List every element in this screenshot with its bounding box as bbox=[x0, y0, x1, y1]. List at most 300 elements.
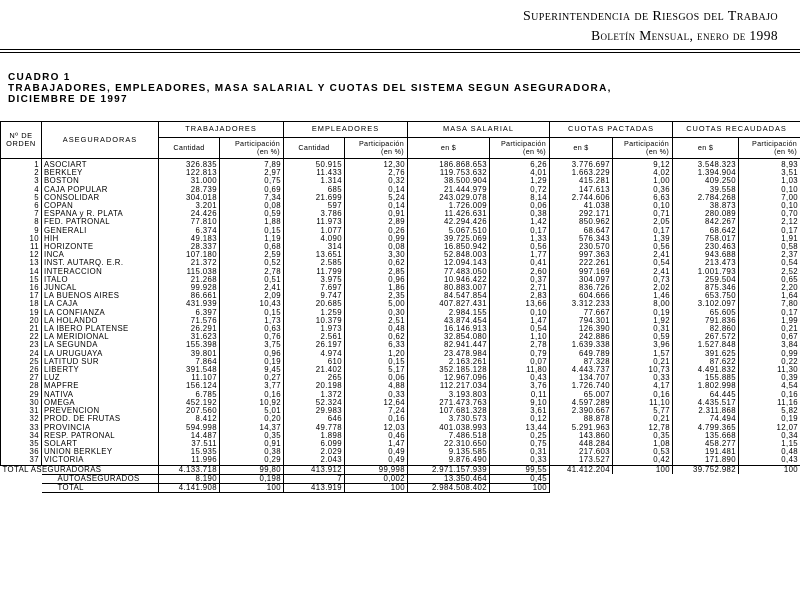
cell-orden: 29 bbox=[1, 391, 42, 399]
cell-orden: 24 bbox=[1, 350, 42, 358]
table-period: DICIEMBRE DE 1997 bbox=[8, 94, 128, 105]
cell-masa-salarial-pesos: 39.725.069 bbox=[408, 235, 490, 243]
cell-cuotas-recaudadas-participacion: 0,19 bbox=[739, 415, 800, 423]
cell-masa-salarial-pesos: 401.038.993 bbox=[408, 424, 490, 432]
cell-cuotas-recaudadas-participacion: 3,84 bbox=[739, 341, 800, 349]
cell-empleadores-participacion: 0,91 bbox=[345, 210, 408, 218]
cell-orden: 34 bbox=[1, 432, 42, 440]
cell-trabajadores-participacion: 99,80 bbox=[220, 465, 284, 474]
cell-masa-salarial-participacion: 1,77 bbox=[490, 251, 550, 259]
cell-cuotas-recaudadas-participacion: 0,48 bbox=[739, 448, 800, 456]
sub-trab-cantidad: Cantidad bbox=[159, 138, 220, 159]
cell-cuotas-recaudadas-pesos: 791.836 bbox=[673, 317, 739, 325]
cell-empleadores-cantidad: 597 bbox=[284, 202, 345, 210]
cell-trabajadores-cantidad: 156.124 bbox=[159, 382, 220, 390]
cell-aseguradora: LATITUD SUR bbox=[44, 357, 99, 366]
table-row bbox=[1, 177, 800, 185]
sub-trab-participacion: Participación (en %) bbox=[220, 138, 284, 159]
table-row bbox=[1, 391, 800, 399]
cell-aseguradora: SOLART bbox=[44, 439, 78, 448]
cell-masa-salarial-participacion: 0,33 bbox=[490, 456, 550, 465]
cell-orden: 1 bbox=[1, 159, 42, 170]
cell-cuotas-recaudadas-pesos: 38.873 bbox=[673, 202, 739, 210]
table-row bbox=[1, 202, 800, 210]
cell-empleadores-participacion: 0,46 bbox=[345, 432, 408, 440]
cell-aseguradora: VICTORIA bbox=[44, 456, 84, 465]
table-row bbox=[1, 432, 800, 440]
cell-empleadores-cantidad: 20.685 bbox=[284, 300, 345, 308]
cell-cuotas-pactadas-participacion: 0,16 bbox=[613, 391, 673, 399]
cell-cuotas-pactadas-pesos: 147.613 bbox=[550, 186, 613, 194]
cell-aseguradora: RESP. PATRONAL bbox=[44, 431, 116, 440]
cell-cuotas-pactadas-participacion: 1,92 bbox=[613, 317, 673, 325]
cell-masa-salarial-pesos: 2.984.508.402 bbox=[408, 483, 490, 492]
cell-cuotas-recaudadas-participacion: 0,10 bbox=[739, 202, 800, 210]
cell-aseguradora: LA URUGUAYA bbox=[44, 349, 103, 358]
cell-cuotas-recaudadas-pesos: 758.017 bbox=[673, 235, 739, 243]
cell-empleadores-participacion: 5,17 bbox=[345, 366, 408, 374]
col-cuotas-recaudadas: CUOTAS RECAUDADAS bbox=[673, 122, 800, 138]
cell-cuotas-pactadas-pesos: 222.261 bbox=[550, 259, 613, 267]
cell-aseguradora: OMEGA bbox=[44, 398, 76, 407]
cell-trabajadores-cantidad: 31.623 bbox=[159, 333, 220, 341]
cell-trabajadores-cantidad: 11.107 bbox=[159, 374, 220, 382]
cell-cuotas-recaudadas-pesos: 135.668 bbox=[673, 432, 739, 440]
cell-cuotas-recaudadas-pesos: 259.504 bbox=[673, 276, 739, 284]
cell-empleadores-cantidad: 2.585 bbox=[284, 259, 345, 267]
cell-cuotas-recaudadas-pesos: 3.102.097 bbox=[673, 300, 739, 308]
cell-cuotas-recaudadas-pesos: 653.750 bbox=[673, 292, 739, 300]
cell-blank bbox=[1, 474, 42, 483]
cell-aseguradora: LA BUENOS AIRES bbox=[44, 292, 120, 301]
cell-trabajadores-participacion: 0,38 bbox=[220, 448, 284, 456]
cell-cuotas-pactadas-participacion: 2,41 bbox=[613, 251, 673, 259]
cell-cuotas-recaudadas-pesos: 155.885 bbox=[673, 374, 739, 382]
cell-masa-salarial-participacion: 3,61 bbox=[490, 407, 550, 415]
cell-cuotas-recaudadas-participacion: 0,16 bbox=[739, 391, 800, 399]
cell-orden: 21 bbox=[1, 325, 42, 333]
cell-empleadores-participacion: 2,85 bbox=[345, 268, 408, 276]
cell-cuotas-pactadas-pesos: 1.663.229 bbox=[550, 169, 613, 177]
cell-masa-salarial-pesos: 43.874.454 bbox=[408, 317, 490, 325]
cell-aseguradora: LA HOLANDO bbox=[44, 316, 98, 325]
cell-empleadores-cantidad: 7 bbox=[284, 474, 345, 483]
cell-cuotas-pactadas-pesos: 1.726.740 bbox=[550, 382, 613, 390]
cell-cuotas-recaudadas-participacion: 0,65 bbox=[739, 276, 800, 284]
cell-empleadores-participacion: 1,47 bbox=[345, 440, 408, 448]
cell-orden: 8 bbox=[1, 218, 42, 226]
cell-empleadores-participacion: 0,32 bbox=[345, 177, 408, 185]
cell-masa-salarial-pesos: 16.146.913 bbox=[408, 325, 490, 333]
cell-orden: 35 bbox=[1, 440, 42, 448]
cell-cuotas-pactadas-pesos: 217.603 bbox=[550, 448, 613, 456]
cell-trabajadores-cantidad: 28.739 bbox=[159, 186, 220, 194]
cell-aseguradora: LA CONFIANZA bbox=[44, 308, 106, 317]
table-row bbox=[1, 268, 800, 276]
cell-cuotas-pactadas-pesos: 794.301 bbox=[550, 317, 613, 325]
cell-aseguradora: FED. PATRONAL bbox=[44, 218, 110, 227]
cell-cuotas-recaudadas-pesos: 2.784.268 bbox=[673, 194, 739, 202]
cell-empleadores-cantidad: 610 bbox=[284, 358, 345, 366]
cell-empleadores-cantidad: 2.561 bbox=[284, 333, 345, 341]
sub-rec-participacion: Participación (en %) bbox=[739, 138, 800, 159]
cell-cuotas-pactadas-participacion: 0,59 bbox=[613, 333, 673, 341]
cell-empleadores-cantidad: 49.778 bbox=[284, 424, 345, 432]
cell-empleadores-cantidad: 1.372 bbox=[284, 391, 345, 399]
cell-empleadores-participacion: 0,49 bbox=[345, 448, 408, 456]
cell-empleadores-participacion: 2,76 bbox=[345, 169, 408, 177]
cell-cuotas-pactadas-pesos: 997.169 bbox=[550, 268, 613, 276]
cell-empleadores-cantidad: 21.402 bbox=[284, 366, 345, 374]
cell-cuotas-recaudadas-pesos: 64.445 bbox=[673, 391, 739, 399]
cell-empleadores-cantidad: 314 bbox=[284, 243, 345, 251]
cell-masa-salarial-participacion: 1,10 bbox=[490, 333, 550, 341]
cell-masa-salarial-participacion: 2,83 bbox=[490, 292, 550, 300]
cell-trabajadores-participacion: 7,89 bbox=[220, 159, 284, 170]
cell-masa-salarial-participacion: 13,44 bbox=[490, 424, 550, 432]
table-row bbox=[1, 227, 800, 235]
table-title bbox=[8, 72, 612, 105]
cell-trabajadores-cantidad: 155.398 bbox=[159, 341, 220, 349]
cell-empleadores-cantidad: 10.379 bbox=[284, 317, 345, 325]
cell-masa-salarial-pesos: 2.971.157.939 bbox=[408, 465, 490, 474]
cell-cuotas-pactadas-pesos: 2.390.667 bbox=[550, 407, 613, 415]
cell-cuotas-recaudadas-pesos: 4.435.517 bbox=[673, 399, 739, 407]
cell-trabajadores-participacion: 0,96 bbox=[220, 350, 284, 358]
cell-cuotas-recaudadas-pesos: 213.473 bbox=[673, 259, 739, 267]
total-row-total bbox=[1, 483, 800, 492]
cell-masa-salarial-pesos: 119.753.632 bbox=[408, 169, 490, 177]
sub-masa-pesos: en $ bbox=[408, 138, 490, 159]
cell-trabajadores-cantidad: 21.268 bbox=[159, 276, 220, 284]
cell-empleadores-participacion: 0,33 bbox=[345, 391, 408, 399]
cell-empleadores-participacion: 0,96 bbox=[345, 276, 408, 284]
cell-cuotas-recaudadas-participacion: 11,16 bbox=[739, 399, 800, 407]
cell-cuotas-pactadas-pesos: 41.038 bbox=[550, 202, 613, 210]
cell-trabajadores-participacion: 2,09 bbox=[220, 292, 284, 300]
cell-cuotas-recaudadas-participacion: 0,10 bbox=[739, 186, 800, 194]
cell-cuotas-pactadas-pesos: 41.412.204 bbox=[550, 465, 613, 474]
cell-blank bbox=[1, 483, 42, 492]
cell-empleadores-cantidad: 4.090 bbox=[284, 235, 345, 243]
cell-masa-salarial-pesos: 407.827.431 bbox=[408, 300, 490, 308]
cell-aseguradora: NATIVA bbox=[44, 390, 74, 399]
cell-masa-salarial-pesos: 84.547.854 bbox=[408, 292, 490, 300]
table-row bbox=[1, 169, 800, 177]
cell-trabajadores-participacion: 1,73 bbox=[220, 317, 284, 325]
cell-cuotas-recaudadas-participacion: 1,99 bbox=[739, 317, 800, 325]
cell-cuotas-recaudadas-participacion: 2,20 bbox=[739, 284, 800, 292]
table-row bbox=[1, 456, 800, 465]
cell-masa-salarial-participacion: 1,29 bbox=[490, 177, 550, 185]
cell-cuotas-pactadas-pesos: 3.776.697 bbox=[550, 159, 613, 170]
cell-cuotas-pactadas-participacion: 12,78 bbox=[613, 424, 673, 432]
table-row bbox=[1, 218, 800, 226]
cell-empleadores-participacion: 2,51 bbox=[345, 317, 408, 325]
cell-trabajadores-cantidad: 6.397 bbox=[159, 309, 220, 317]
cell-trabajadores-participacion: 0,68 bbox=[220, 243, 284, 251]
cell-cuotas-pactadas-participacion: 2,41 bbox=[613, 268, 673, 276]
cell-trabajadores-participacion: 0,29 bbox=[220, 456, 284, 465]
cell-cuotas-recaudadas-participacion: 0,70 bbox=[739, 210, 800, 218]
cell-orden: 15 bbox=[1, 276, 42, 284]
cell-empleadores-cantidad: 1.314 bbox=[284, 177, 345, 185]
cell-trabajadores-cantidad: 31.000 bbox=[159, 177, 220, 185]
col-empleadores: EMPLEADORES bbox=[284, 122, 408, 138]
cell-cuotas-pactadas-participacion: 0,21 bbox=[613, 415, 673, 423]
cell-cuotas-pactadas-participacion: 5,77 bbox=[613, 407, 673, 415]
cell-trabajadores-participacion: 2,59 bbox=[220, 251, 284, 259]
cell-orden: 25 bbox=[1, 358, 42, 366]
cell-masa-salarial-participacion: 99,55 bbox=[490, 465, 550, 474]
cell-empleadores-participacion: 0,49 bbox=[345, 456, 408, 465]
cell-masa-salarial-pesos: 112.217.034 bbox=[408, 382, 490, 390]
cell-empleadores-participacion: 12,64 bbox=[345, 399, 408, 407]
cell-cuotas-pactadas-pesos: 4.597.289 bbox=[550, 399, 613, 407]
table-row bbox=[1, 358, 800, 366]
cell-cuotas-pactadas-pesos: 173.527 bbox=[550, 456, 613, 465]
cell-cuotas-recaudadas-participacion: 2,37 bbox=[739, 251, 800, 259]
cell-cuotas-pactadas-pesos: 134.707 bbox=[550, 374, 613, 382]
cell-masa-salarial-participacion: 0,11 bbox=[490, 391, 550, 399]
cell-orden: 37 bbox=[1, 456, 42, 465]
cell-masa-salarial-pesos: 3.193.803 bbox=[408, 391, 490, 399]
table-row bbox=[1, 399, 800, 407]
cell-trabajadores-participacion: 0,59 bbox=[220, 210, 284, 218]
cell-empleadores-cantidad: 413.919 bbox=[284, 483, 345, 492]
bulletin-title: Boletín Mensual, enero de 1998 bbox=[591, 28, 778, 43]
col-trabajadores: TRABAJADORES bbox=[159, 122, 284, 138]
cell-masa-salarial-pesos: 3.730.573 bbox=[408, 415, 490, 423]
cell-empleadores-participacion: 1,20 bbox=[345, 350, 408, 358]
cell-trabajadores-cantidad: 107.180 bbox=[159, 251, 220, 259]
cell-cuotas-pactadas-participacion: 8,00 bbox=[613, 300, 673, 308]
cell-aseguradora: JUNCAL bbox=[44, 284, 77, 293]
cell-aseguradora: INCA bbox=[44, 251, 65, 260]
cell-orden: 10 bbox=[1, 235, 42, 243]
cell-empleadores-participacion: 0,30 bbox=[345, 309, 408, 317]
table-row bbox=[1, 317, 800, 325]
table-row bbox=[1, 382, 800, 390]
cell-cuotas-recaudadas-pesos: 267.572 bbox=[673, 333, 739, 341]
cell-empleadores-cantidad: 13.651 bbox=[284, 251, 345, 259]
table-row bbox=[1, 243, 800, 251]
cell-cuotas-pactadas-pesos: 850.962 bbox=[550, 218, 613, 226]
cell-empleadores-cantidad: 29.983 bbox=[284, 407, 345, 415]
cell-trabajadores-participacion: 0,69 bbox=[220, 186, 284, 194]
table-row bbox=[1, 407, 800, 415]
cell-cuotas-recaudadas-pesos: 65.605 bbox=[673, 309, 739, 317]
cell-trabajadores-participacion: 14,37 bbox=[220, 424, 284, 432]
cell-orden: 4 bbox=[1, 186, 42, 194]
cell-empleadores-participacion: 0,15 bbox=[345, 358, 408, 366]
cell-total-label: TOTAL bbox=[42, 483, 159, 492]
cell-masa-salarial-pesos: 22.310.650 bbox=[408, 440, 490, 448]
cell-orden: 28 bbox=[1, 382, 42, 390]
cell-empleadores-participacion: 2,89 bbox=[345, 218, 408, 226]
cell-orden: 12 bbox=[1, 251, 42, 259]
cell-masa-salarial-pesos: 186.868.653 bbox=[408, 159, 490, 170]
cell-masa-salarial-participacion: 0,72 bbox=[490, 186, 550, 194]
cell-masa-salarial-participacion: 100 bbox=[490, 483, 550, 492]
cell-cuotas-pactadas-participacion: 0,21 bbox=[613, 358, 673, 366]
cell-cuotas-recaudadas-pesos: 2.311.868 bbox=[673, 407, 739, 415]
cell-trabajadores-participacion: 0,63 bbox=[220, 325, 284, 333]
cell-empleadores-participacion: 99,998 bbox=[345, 465, 408, 474]
cell-trabajadores-cantidad: 6.374 bbox=[159, 227, 220, 235]
cell-cuotas-pactadas-pesos: 2.744.606 bbox=[550, 194, 613, 202]
cell-empleadores-cantidad: 9.747 bbox=[284, 292, 345, 300]
cell-trabajadores-participacion: 0,75 bbox=[220, 177, 284, 185]
cell-cuotas-pactadas-participacion: 0,10 bbox=[613, 202, 673, 210]
cell-trabajadores-participacion: 3,75 bbox=[220, 341, 284, 349]
cell-aseguradora: HORIZONTE bbox=[44, 243, 94, 252]
cell-empleadores-participacion: 5,00 bbox=[345, 300, 408, 308]
cell-total-label: TOTAL ASEGURADORAS bbox=[1, 465, 159, 474]
cell-cuotas-recaudadas-participacion: 2,52 bbox=[739, 268, 800, 276]
cell-cuotas-pactadas-pesos: 836.726 bbox=[550, 284, 613, 292]
cell-cuotas-pactadas-participacion: 0,73 bbox=[613, 276, 673, 284]
cell-cuotas-recaudadas-participacion: 0,17 bbox=[739, 227, 800, 235]
cell-blank bbox=[739, 483, 800, 492]
cell-trabajadores-participacion: 0,08 bbox=[220, 202, 284, 210]
cell-masa-salarial-participacion: 2,60 bbox=[490, 268, 550, 276]
cell-trabajadores-participacion: 0,35 bbox=[220, 432, 284, 440]
cell-empleadores-cantidad: 50.915 bbox=[284, 159, 345, 170]
cell-empleadores-participacion: 1,86 bbox=[345, 284, 408, 292]
cell-empleadores-participacion: 0,62 bbox=[345, 333, 408, 341]
cell-masa-salarial-participacion: 2,71 bbox=[490, 284, 550, 292]
cell-empleadores-participacion: 12,30 bbox=[345, 159, 408, 170]
cell-masa-salarial-participacion: 1,47 bbox=[490, 317, 550, 325]
cell-total-label: AUTOASEGURADOS bbox=[42, 474, 159, 483]
cell-cuotas-pactadas-participacion: 10,73 bbox=[613, 366, 673, 374]
cell-cuotas-recaudadas-pesos: 74.494 bbox=[673, 415, 739, 423]
cell-trabajadores-participacion: 2,41 bbox=[220, 284, 284, 292]
insurers-table bbox=[0, 121, 800, 493]
table-row bbox=[1, 300, 800, 308]
cell-orden: 7 bbox=[1, 210, 42, 218]
cell-masa-salarial-participacion: 0,25 bbox=[490, 432, 550, 440]
cell-trabajadores-participacion: 0,51 bbox=[220, 276, 284, 284]
cell-aseguradora: LA IBERO PLATENSE bbox=[44, 325, 129, 334]
cell-cuotas-pactadas-participacion: 1,08 bbox=[613, 440, 673, 448]
cell-trabajadores-cantidad: 6.785 bbox=[159, 391, 220, 399]
cell-cuotas-pactadas-pesos: 4.443.737 bbox=[550, 366, 613, 374]
cell-trabajadores-cantidad: 594.998 bbox=[159, 424, 220, 432]
cell-cuotas-recaudadas-pesos: 391.625 bbox=[673, 350, 739, 358]
cell-empleadores-cantidad: 20.198 bbox=[284, 382, 345, 390]
cell-masa-salarial-pesos: 13.350.464 bbox=[408, 474, 490, 483]
cell-cuotas-recaudadas-participacion: 3,51 bbox=[739, 169, 800, 177]
cell-aseguradora: PROD. DE FRUTAS bbox=[44, 415, 121, 424]
cell-cuotas-pactadas-participacion: 0,35 bbox=[613, 432, 673, 440]
table-row bbox=[1, 366, 800, 374]
cell-aseguradora: BOSTON bbox=[44, 177, 80, 186]
cell-empleadores-cantidad: 3.975 bbox=[284, 276, 345, 284]
cell-trabajadores-participacion: 9,45 bbox=[220, 366, 284, 374]
cell-cuotas-recaudadas-participacion: 0,58 bbox=[739, 243, 800, 251]
cell-empleadores-cantidad: 2.029 bbox=[284, 448, 345, 456]
cell-empleadores-participacion: 2,35 bbox=[345, 292, 408, 300]
table-row bbox=[1, 276, 800, 284]
cell-empleadores-cantidad: 26.197 bbox=[284, 341, 345, 349]
cell-trabajadores-cantidad: 37.511 bbox=[159, 440, 220, 448]
cell-cuotas-recaudadas-participacion: 0,67 bbox=[739, 333, 800, 341]
cell-masa-salarial-participacion: 6,26 bbox=[490, 159, 550, 170]
cell-cuotas-recaudadas-participacion: 1,64 bbox=[739, 292, 800, 300]
cell-cuotas-pactadas-pesos: 65.007 bbox=[550, 391, 613, 399]
cell-orden: 31 bbox=[1, 407, 42, 415]
cell-trabajadores-participacion: 0,198 bbox=[220, 474, 284, 483]
cell-cuotas-pactadas-participacion: 1,46 bbox=[613, 292, 673, 300]
cell-cuotas-recaudadas-participacion: 2,12 bbox=[739, 218, 800, 226]
cell-orden: 16 bbox=[1, 284, 42, 292]
cell-cuotas-pactadas-participacion: 1,57 bbox=[613, 350, 673, 358]
cell-aseguradora: INST. AUTARQ. E.R. bbox=[44, 259, 124, 268]
cell-cuotas-recaudadas-participacion: 0,39 bbox=[739, 374, 800, 382]
cell-cuotas-pactadas-pesos: 997.363 bbox=[550, 251, 613, 259]
cell-trabajadores-cantidad: 7.864 bbox=[159, 358, 220, 366]
cell-masa-salarial-participacion: 0,41 bbox=[490, 259, 550, 267]
cell-cuotas-recaudadas-participacion: 0,43 bbox=[739, 456, 800, 465]
cell-masa-salarial-participacion: 0,06 bbox=[490, 202, 550, 210]
cell-masa-salarial-pesos: 1.726.009 bbox=[408, 202, 490, 210]
cell-trabajadores-participacion: 0,15 bbox=[220, 227, 284, 235]
cell-cuotas-pactadas-participacion: 1,00 bbox=[613, 177, 673, 185]
cell-cuotas-recaudadas-participacion: 0,22 bbox=[739, 358, 800, 366]
cell-cuotas-pactadas-pesos: 604.666 bbox=[550, 292, 613, 300]
cell-cuotas-pactadas-participacion: 6,63 bbox=[613, 194, 673, 202]
cell-empleadores-cantidad: 6.099 bbox=[284, 440, 345, 448]
cell-masa-salarial-pesos: 12.094.143 bbox=[408, 259, 490, 267]
cell-masa-salarial-participacion: 1,33 bbox=[490, 235, 550, 243]
cell-trabajadores-cantidad: 115.038 bbox=[159, 268, 220, 276]
cell-blank bbox=[550, 483, 613, 492]
cell-cuotas-pactadas-pesos: 88.878 bbox=[550, 415, 613, 423]
cell-orden: 3 bbox=[1, 177, 42, 185]
cell-trabajadores-cantidad: 391.548 bbox=[159, 366, 220, 374]
cell-empleadores-cantidad: 1.898 bbox=[284, 432, 345, 440]
cell-cuotas-recaudadas-pesos: 1.802.998 bbox=[673, 382, 739, 390]
cell-masa-salarial-pesos: 23.478.984 bbox=[408, 350, 490, 358]
cell-masa-salarial-pesos: 11.426.631 bbox=[408, 210, 490, 218]
cell-cuotas-pactadas-pesos: 448.284 bbox=[550, 440, 613, 448]
cell-cuotas-recaudadas-pesos: 171.890 bbox=[673, 456, 739, 465]
cell-masa-salarial-participacion: 1,42 bbox=[490, 218, 550, 226]
cell-empleadores-participacion: 5,24 bbox=[345, 194, 408, 202]
col-masa-salarial: MASA SALARIAL bbox=[408, 122, 550, 138]
cell-cuotas-recaudadas-participacion: 0,21 bbox=[739, 325, 800, 333]
sub-pact-participacion: Participación (en %) bbox=[613, 138, 673, 159]
cell-trabajadores-cantidad: 452.192 bbox=[159, 399, 220, 407]
cell-blank bbox=[673, 474, 739, 483]
cell-empleadores-cantidad: 21.699 bbox=[284, 194, 345, 202]
header-rule-top bbox=[0, 49, 800, 50]
cell-trabajadores-participacion: 0,76 bbox=[220, 333, 284, 341]
cell-empleadores-participacion: 3,30 bbox=[345, 251, 408, 259]
cell-cuotas-pactadas-pesos: 3.312.233 bbox=[550, 300, 613, 308]
cell-masa-salarial-pesos: 32.854.080 bbox=[408, 333, 490, 341]
cell-masa-salarial-participacion: 0,43 bbox=[490, 374, 550, 382]
cell-cuotas-pactadas-participacion: 11,10 bbox=[613, 399, 673, 407]
table-body bbox=[1, 159, 800, 493]
cell-empleadores-cantidad: 413.912 bbox=[284, 465, 345, 474]
cell-aseguradora: ITALO bbox=[44, 275, 68, 284]
cell-trabajadores-cantidad: 21.372 bbox=[159, 259, 220, 267]
cell-masa-salarial-participacion: 3,76 bbox=[490, 382, 550, 390]
cell-cuotas-pactadas-pesos: 649.789 bbox=[550, 350, 613, 358]
